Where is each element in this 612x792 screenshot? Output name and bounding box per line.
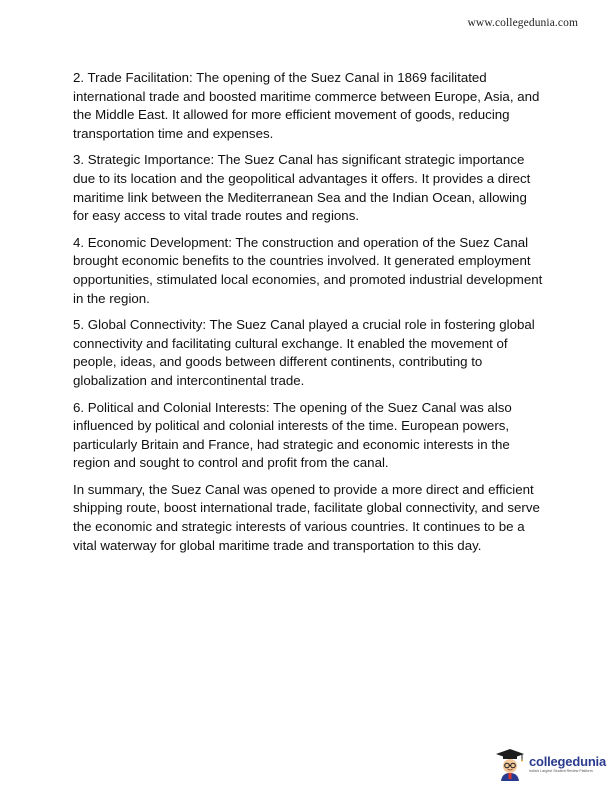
paragraph-strategic-importance: 3. Strategic Importance: The Suez Canal has significant strategic importance due to its location and the geopolitical advantages it offers. It provides a direct maritime link between the Mediterranean Sea and the Indian Ocean, allowing for easy access to vital trade routes and regions. [73,152,531,224]
paragraph-political-colonial-interests: 6. Political and Colonial Interests: The opening of the Suez Canal was also influenced by political and colonial interests of the time. European powers, particularly Britain and France, had strategic and economic interests in the region and sought to control and profit from the canal. [73,399,512,471]
header-url[interactable]: www.collegedunia.com [467,17,578,29]
brand-name: collegedunia [528,753,606,769]
graduate-mascot-icon [494,747,526,781]
paragraph-global-connectivity: 5. Global Connectivity: The Suez Canal played a crucial role in fostering global connectivity and facilitating cultural exchange. It enabled the movement of people, ideas, and goods between different continents, contributing to globalization and intercontinental trade. [73,317,535,388]
paragraph-economic-development: 4. Economic Development: The construction and operation of the Suez Canal brought economic benefits to the countries involved. It generated employment opportunities, stimulated local economies, and promoted industrial development in the region. [73,234,543,306]
document-body [73,69,543,563]
footer-logo [494,744,606,784]
paragraph-trade-facilitation: 2. Trade Facilitation: The opening of the Suez Canal in 1869 facilitated international trade and boosted maritime commerce between Europe, Asia, and the Middle East. It allowed for more efficient movement of goods, reducing transportation time and expenses. [73,70,540,141]
paragraph-summary: In summary, the Suez Canal was opened to provide a more direct and efficient shipping route, boost international trade, facilitate global connectivity, and serve the economic and strategic interests of various countries. It continues to be a vital waterway for global maritime trade and transportation to this day. [73,481,540,553]
brand-tagline: India's Largest Student Review Platform [528,768,593,773]
